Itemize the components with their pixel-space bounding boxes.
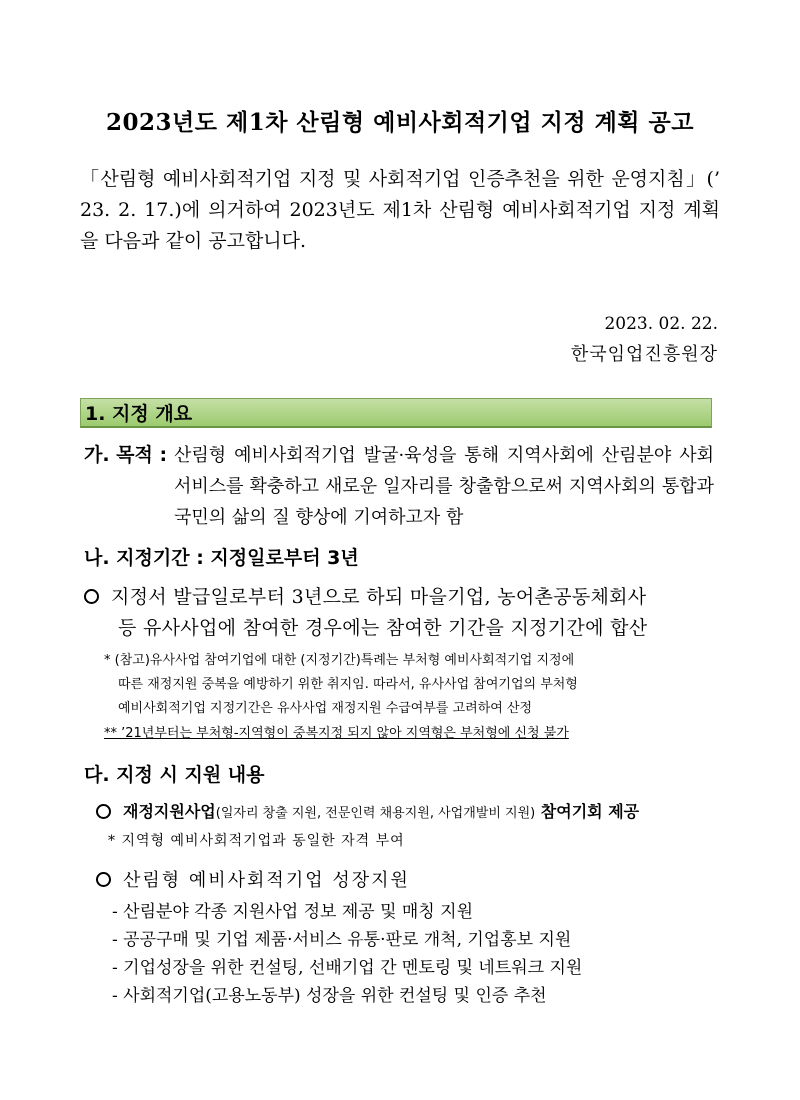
financial-support-bullet [96, 799, 716, 822]
growth-support-label: 산림형 예비사회적기업 성장지원 [123, 870, 410, 891]
intro-paragraph [80, 164, 720, 257]
purpose-text: 산림형 예비사회적기업 발굴·육성을 통해 지역사회에 산림분야 사회서비스를 확충하고 새로운 일자리를 창출함으로써 지역사회의 통합과 국민의 삶의 질 향상에 기여하고자 함 [174, 445, 714, 528]
financial-support-strong: 재정지원사업 [123, 802, 216, 821]
issuing-organization: 한국임업진흥원장 [570, 344, 718, 365]
note-line-1: * (참고)유사사업 참여기업에 대한 (지정기간)특례는 부처형 예비사회적기업 지정에 [104, 653, 575, 668]
support-content-heading: 다. 지정 시 지원 내용 [84, 764, 265, 786]
section-heading-overview: 1. 지정 개요 [80, 398, 712, 428]
reference-note [104, 649, 714, 721]
circle-bullet-icon [84, 589, 99, 604]
designation-period-heading: 나. 지정기간 : 지정일로부터 3년 [84, 547, 359, 569]
list-item: - 사회적기업(고용노동부) 성장을 위한 컨설팅 및 인증 추천 [112, 982, 582, 1010]
note-line-2: 따른 재정지원 중복을 예방하기 위한 취지임. 따라서, 유사사업 참여기업의 부처형 [118, 677, 578, 692]
secondary-note: ** ’21년부터는 부처형-지역형이 중복지정 되지 않아 지역형은 부처형에 신청 불가 [104, 726, 569, 741]
list-item: - 산림분야 각종 지원사업 정보 제공 및 매칭 지원 [112, 898, 582, 926]
bullet-line-2: 등 유사사업에 참여한 경우에는 참여한 기간을 지정기간에 합산 [118, 617, 648, 639]
purpose-label: 가. 목적 : [84, 444, 168, 466]
growth-support-list [112, 898, 582, 1010]
financial-support-detail: (일자리 창출 지원, 전문인력 채용지원, 사업개발비 지원) [215, 806, 536, 821]
note-line-3: 예비사회적기업 지정기간은 유사사업 재정지원 수급여부를 고려하여 산정 [118, 701, 533, 716]
participation-opportunity: 참여기회 제공 [535, 802, 640, 821]
circle-bullet-icon [96, 872, 111, 887]
list-item: - 공공구매 및 기업 제품·서비스 유통·판로 개척, 기업홍보 지원 [112, 926, 582, 954]
bullet-line-1: 지정서 발급일로부터 3년으로 하되 마을기업, 농어촌공동체회사 [111, 586, 647, 608]
intro-text: 「산림형 예비사회적기업 지정 및 사회적기업 인증추천을 위한 운영지침」(’ 23. 2. 17.)에 의거하여 2023년도 제1차 산림형 예비사회적기업 지정 계획을 다음과 같이 공고합니다. [80, 168, 720, 252]
qualification-note: * 지역형 예비사회적기업과 동일한 자격 부여 [108, 833, 405, 849]
announcement-date: 2023. 02. 22. [604, 314, 718, 334]
circle-bullet-icon [96, 804, 111, 819]
document-title: 2023년도 제1차 산림형 예비사회적기업 지정 계획 공고 [106, 109, 694, 136]
designation-period-bullet [84, 582, 720, 644]
growth-support-bullet [96, 866, 410, 892]
list-item: - 기업성장을 위한 컨설팅, 선배기업 간 멘토링 및 네트워크 지원 [112, 954, 582, 982]
